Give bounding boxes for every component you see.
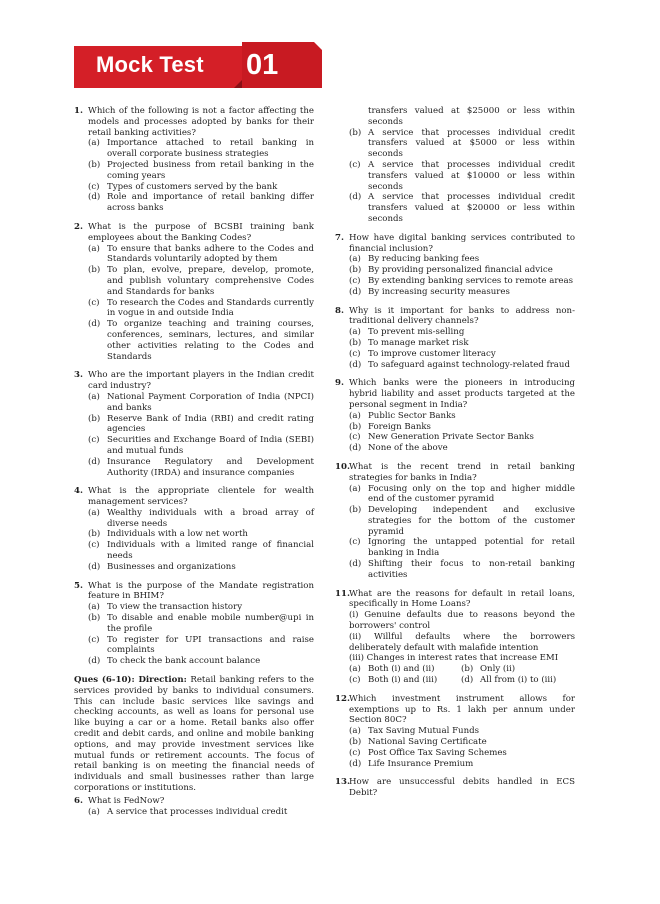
option[interactable]: (a) Both (i) and (ii) [349, 664, 435, 675]
option-label: (a) [349, 410, 361, 421]
option-label: (b) [349, 265, 362, 276]
option[interactable] [88, 656, 314, 667]
option-text: Life Insurance Premium [368, 758, 474, 769]
option-text: To manage market risk [368, 337, 469, 348]
option[interactable]: (c) Both (i) and (iii) [349, 675, 438, 686]
option-text: A service that processes individual credit [107, 806, 288, 817]
question-4 [74, 486, 314, 572]
option[interactable] [88, 807, 314, 818]
question-5 [74, 581, 314, 667]
option-text: Post Office Tax Saving Schemes [368, 747, 507, 758]
option[interactable] [349, 254, 575, 265]
option-text: To check the bank account balance [107, 656, 261, 667]
option-label: (d) [349, 192, 362, 203]
option-label: (a) [88, 507, 100, 518]
option[interactable] [88, 192, 314, 214]
question-number: 4. [74, 486, 83, 497]
option-text: Public Sector Banks [368, 410, 456, 421]
option-text: Role and importance of retail banking differ across banks [107, 192, 314, 214]
option-label: (c) [349, 432, 361, 443]
option[interactable] [88, 635, 314, 657]
option[interactable] [349, 759, 575, 770]
option[interactable] [349, 128, 575, 160]
question-2 [74, 222, 314, 362]
option[interactable] [88, 392, 314, 414]
question-3 [74, 370, 314, 478]
question-13 [335, 777, 575, 799]
option-label: (c) [88, 297, 100, 308]
option-label: (c) [349, 348, 361, 359]
question-text: How have digital banking services contributed to financial inclusion? [349, 232, 575, 254]
question-8 [335, 306, 575, 371]
option-text: By reducing banking fees [368, 254, 480, 265]
option-label: (d) [349, 359, 362, 370]
question-text: Which investment instrument allows for exemptions up to Rs. 1 lakh per annum under Section 80C? [349, 693, 575, 726]
option-label: (c) [349, 275, 361, 286]
question-text: What are the reasons for default in retail loans, specifically in Home Loans? [349, 588, 575, 610]
option-label: (d) [88, 656, 101, 667]
option[interactable] [88, 298, 314, 320]
option[interactable] [349, 192, 575, 224]
option[interactable] [88, 138, 314, 160]
question-number: 10. [335, 461, 350, 472]
question-text: What is FedNow? [88, 795, 165, 806]
option-label: (a) [349, 726, 361, 737]
option[interactable] [349, 276, 575, 287]
option-label: (b) [349, 505, 362, 516]
option-text: Wealthy individuals with a broad array of diverse needs [107, 507, 314, 529]
option[interactable] [349, 160, 575, 192]
option[interactable] [349, 338, 575, 349]
option-text: Securities and Exchange Board of India (SEBI) and mutual funds [107, 435, 314, 456]
option-text: Individuals with a low net worth [107, 529, 248, 540]
question-9 [335, 378, 575, 454]
question-7 [335, 233, 575, 298]
option-label: (d) [349, 758, 362, 769]
option[interactable] [88, 414, 314, 436]
option-label: (c) [88, 435, 100, 446]
option[interactable] [88, 562, 314, 573]
option-label: (b) [349, 421, 362, 432]
option-label: (a) [88, 602, 100, 613]
question-text: What is the recent trend in retail banking strategies for banks in India? [349, 461, 575, 483]
option[interactable] [88, 435, 314, 457]
option-label: (d) [88, 561, 101, 572]
test-title: Mock Test [96, 52, 204, 77]
option-label: (a) [88, 391, 100, 402]
option-label: (b) [349, 737, 362, 748]
question-6 [74, 796, 314, 818]
left-questions [74, 106, 314, 667]
option[interactable] [349, 432, 575, 443]
question-text: What is the purpose of the Mandate registration feature in BHIM? [88, 580, 314, 602]
option[interactable] [349, 287, 575, 298]
statement: (ii) Willful defaults where the borrowers deliberately default with malafide intention [349, 631, 575, 653]
direction-passage [74, 675, 314, 794]
statement: (i) Genuine defaults due to reasons beyond the borrowers' control [349, 610, 575, 632]
direction-label: Ques (6-10): Direction: [74, 675, 187, 686]
left-column [74, 106, 314, 825]
option-text: A service that processes individual credit transfers valued at $5000 or less within seconds [368, 127, 575, 160]
test-number: 01 [246, 49, 279, 81]
question-text: What is the purpose of BCSBI training bank employees about the Banking Codes? [88, 221, 314, 243]
option[interactable] [349, 748, 575, 759]
option-text: National Saving Certificate [368, 737, 487, 748]
question-text: Why is it important for banks to address non-traditional delivery channels? [349, 305, 575, 327]
option[interactable] [349, 327, 575, 338]
option-label: (c) [349, 537, 361, 548]
option-label: (b) [88, 529, 101, 540]
right-questions [335, 233, 575, 581]
question-number: 6. [74, 795, 83, 806]
option[interactable]: (d) All from (i) to (iii) [461, 675, 557, 686]
option[interactable] [88, 265, 314, 297]
option-label: (d) [349, 286, 362, 297]
question-number: 5. [74, 580, 83, 591]
option[interactable] [349, 559, 575, 581]
option-text: To improve customer literacy [368, 348, 496, 359]
option-text: To disable and enable mobile number@upi in the profile [107, 613, 314, 634]
option-text: Importance attached to retail banking in overall corporate business strategies [107, 138, 314, 160]
question-number: 11. [335, 588, 350, 599]
option-label: (a) [349, 483, 361, 494]
option-text: To ensure that banks adhere to the Codes and Standards voluntarily adopted by them [107, 243, 314, 265]
option[interactable] [349, 537, 575, 559]
option-text: Ignoring the untapped potential for retail banking in India [368, 537, 575, 559]
option-text-continued: transfers valued at $25000 or less within seconds [368, 106, 575, 127]
option-text: Types of customers served by the bank [107, 181, 278, 192]
option-label: (b) [88, 413, 101, 424]
option[interactable] [349, 349, 575, 360]
option-text: By extending banking services to remote areas [368, 275, 574, 286]
option-label: (b) [88, 613, 101, 624]
question-text: How are unsuccessful debits handled in ECS Debit? [349, 777, 575, 799]
option-text: To organize teaching and training courses, conferences, seminars, lectures, and similar other activities relating to the Codes and Standards [107, 319, 314, 362]
option[interactable] [349, 422, 575, 433]
option[interactable] [349, 726, 575, 737]
option-text: Reserve Bank of India (RBI) and credit rating agencies [107, 413, 314, 435]
option[interactable] [88, 319, 314, 362]
question-12 [335, 694, 575, 770]
option[interactable] [88, 540, 314, 562]
option-text: To register for UPI transactions and raise complaints [107, 634, 314, 656]
option[interactable] [88, 160, 314, 182]
question-number: 8. [335, 305, 344, 316]
right-column [335, 106, 575, 807]
option-label: (a) [349, 254, 361, 265]
option[interactable]: (b) Only (ii) [461, 664, 516, 675]
option-label: (d) [349, 559, 362, 570]
option[interactable] [349, 505, 575, 537]
option-text: New Generation Private Sector Banks [368, 432, 534, 443]
option-text: To plan, evolve, prepare, develop, promote, and publish voluntary comprehensive Codes and Standards for banks [107, 265, 314, 297]
option-label: (d) [88, 192, 101, 203]
option-label: (b) [349, 127, 362, 138]
question-number: 7. [335, 232, 344, 243]
option[interactable] [88, 529, 314, 540]
option[interactable] [349, 737, 575, 748]
option-text: Focusing only on the top and higher middle end of the customer pyramid [368, 483, 575, 505]
option-label: (b) [88, 159, 101, 170]
options-row [349, 664, 575, 675]
question-number: 2. [74, 221, 83, 232]
question-number: 13. [335, 777, 350, 788]
option-text: A service that processes individual credit transfers valued at $10000 or less within seconds [368, 159, 575, 192]
option-label: (c) [349, 159, 361, 170]
option[interactable] [88, 457, 314, 479]
option[interactable] [349, 484, 575, 506]
option-text: By increasing security measures [368, 286, 510, 297]
option-label: (a) [88, 138, 100, 149]
option[interactable] [349, 411, 575, 422]
question-number: 9. [335, 378, 344, 389]
option-text: To research the Codes and Standards currently in vogue in and outside India [107, 297, 314, 319]
option-text: Insurance Regulatory and Development Authority (IRDA) and insurance companies [107, 456, 314, 478]
option-label: (c) [349, 747, 361, 758]
option-text: A service that processes individual credit transfers valued at $20000 or less within seconds [368, 192, 575, 224]
question-text: What is the appropriate clientele for wealth management services? [88, 486, 314, 508]
option-text: By providing personalized financial advice [368, 265, 553, 276]
option-text: To safeguard against technology-related fraud [368, 359, 570, 370]
option[interactable] [88, 182, 314, 193]
option-label: (c) [88, 181, 100, 192]
option-text: Foreign Banks [368, 421, 431, 432]
question-10 [335, 462, 575, 581]
option-label: (c) [88, 634, 100, 645]
option-label: (a) [349, 327, 361, 338]
q6-options [335, 128, 575, 225]
option[interactable] [88, 508, 314, 530]
question-text: Which banks were the pioneers in introducing hybrid liability and asset products targeted at the personal segment in India? [349, 378, 575, 410]
option-text: Shifting their focus to non-retail banking activities [368, 559, 575, 580]
option-label: (d) [349, 443, 362, 454]
option-label: (b) [88, 265, 101, 276]
option-text: Developing independent and exclusive strategies for the bottom of the customer pyramid [368, 505, 575, 537]
options-row [349, 675, 575, 686]
option[interactable] [88, 244, 314, 266]
option-continued [349, 106, 575, 128]
option-text: To prevent mis-selling [368, 327, 465, 338]
option[interactable] [88, 602, 314, 613]
question-11 [335, 589, 575, 686]
option[interactable] [349, 265, 575, 276]
question-text: Who are the important players in the Indian credit card industry? [88, 370, 314, 392]
direction-text: Retail banking refers to the services provided by banks to individual consumers. This can include basic services like savings and checking accounts, as well as loans for personal use like buying a car or a home. Retail banks also offer credit and debit cards, and online and mobile banking options, and may provide investment services like mutual funds or retirement accounts. The focus of retail banking is on meeting the financial needs of individuals and small businesses rather than large corporations or institutions. [74, 675, 314, 794]
question-1 [74, 106, 314, 214]
question-number: 12. [335, 693, 350, 704]
question-text: Which of the following is not a factor affecting the models and processes adopted by banks for their retail banking activities? [88, 106, 314, 138]
question-number: 3. [74, 370, 83, 381]
option-text: To view the transaction history [107, 602, 243, 613]
option-text: Businesses and organizations [107, 561, 236, 572]
statement: (iii) Changes in interest rates that increase EMI [349, 653, 559, 664]
option-label: (c) [88, 540, 100, 551]
option-label: (d) [88, 456, 101, 467]
option-label: (d) [88, 319, 101, 330]
option-text: None of the above [368, 443, 448, 454]
option-label: (a) [88, 806, 100, 817]
option-text: Tax Saving Mutual Funds [368, 726, 480, 737]
option-text: Projected business from retail banking in the coming years [107, 159, 314, 181]
option[interactable] [349, 443, 575, 454]
option-text: Individuals with a limited range of financial needs [107, 540, 314, 562]
option[interactable] [88, 613, 314, 635]
option-label: (b) [349, 337, 362, 348]
option[interactable] [349, 360, 575, 371]
option-label: (a) [88, 243, 100, 254]
option-text: National Payment Corporation of India (NPCI) and banks [107, 391, 314, 413]
question-number: 1. [74, 106, 83, 116]
question-6-continued [335, 106, 575, 225]
